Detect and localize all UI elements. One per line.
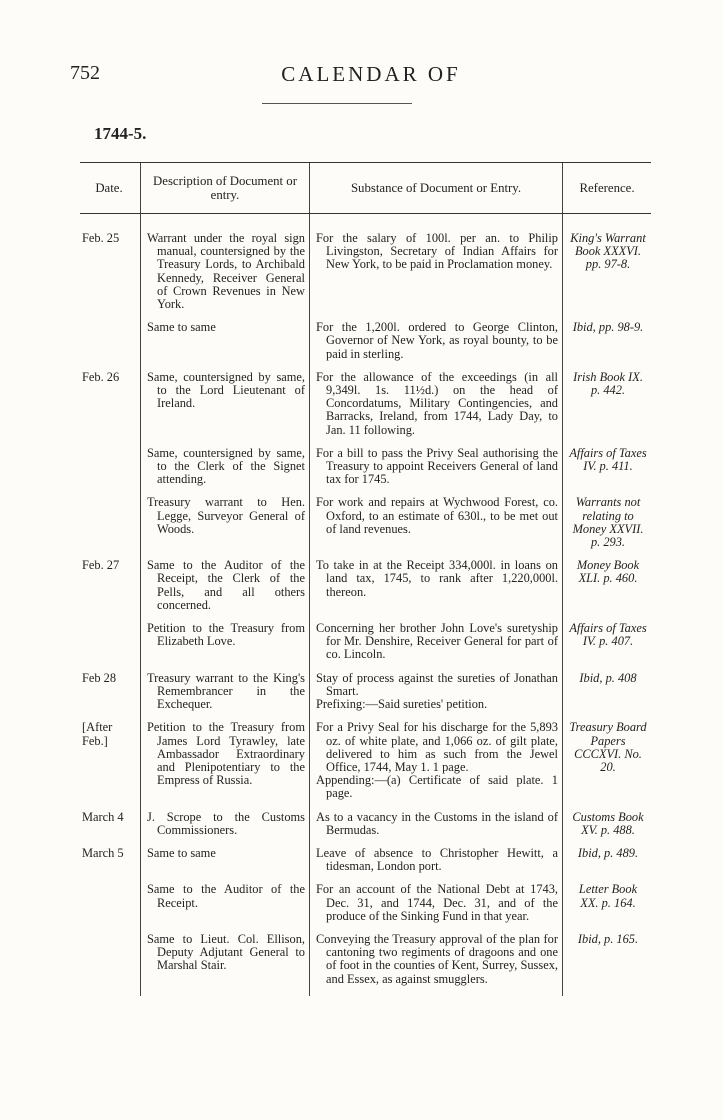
table-row <box>80 214 651 322</box>
row-description-text: Treasury warrant to the King's Remembrancer in the Exchequer. <box>147 670 305 712</box>
row-description-text: Same to same <box>147 845 216 860</box>
row-description <box>141 447 310 497</box>
row-description <box>141 883 310 933</box>
row-substance-text: For the salary of 100l. per an. to Philip Livingston, Secretary of Indian Affairs for New York, to be paid in Proclamation money. <box>316 231 558 272</box>
row-substance-text: For a bill to pass the Privy Seal authorising the Treasury to appoint Receivers General of land tax for 1745. <box>316 445 558 487</box>
row-substance-text: For work and repairs at Wychwood Forest, co. Oxford, to an estimate of 630l., to be met out of land revenues. <box>316 495 558 536</box>
table-row <box>80 496 651 559</box>
table-row <box>80 559 651 622</box>
row-description <box>141 321 310 371</box>
row-reference <box>563 811 652 847</box>
row-substance-text: Conveying the Treasury approval of the plan for cantoning two regiments of dragoons and one of foot in the counties of Kent, Surrey, Sussex, and Essex, as against smugglers. <box>316 931 558 986</box>
row-reference-text: Ibid, p. 489. <box>577 845 639 860</box>
table-row <box>80 672 651 722</box>
header-substance: Substance of Document or Entry. <box>310 163 563 214</box>
row-substance <box>310 811 563 847</box>
row-description-text: Warrant under the royal sign manual, countersigned by the Treasury Lords, to Archibald Kennedy, Receiver General of Crown Revenues in New York. <box>147 231 305 312</box>
table-row <box>80 371 651 447</box>
row-reference-text: Affairs of Taxes IV. p. 407. <box>569 621 647 649</box>
row-date: March 4 <box>82 809 124 824</box>
row-reference-text: Customs Book XV. p. 488. <box>572 809 644 837</box>
table-row <box>80 811 651 847</box>
row-description-text: Same, countersigned by same, to the Lord Lieutenant of Ireland. <box>147 369 305 411</box>
row-reference-text: Affairs of Taxes IV. p. 411. <box>569 445 647 474</box>
row-substance-text: As to a vacancy in the Customs in the island of Bermudas. <box>316 809 558 837</box>
row-reference <box>563 559 652 622</box>
row-reference <box>563 371 652 447</box>
row-date: [After Feb.] <box>82 720 113 748</box>
row-substance-prefixing: Prefixing:—Said sureties' petition. <box>316 697 488 712</box>
row-substance <box>310 559 563 622</box>
row-description <box>141 371 310 447</box>
row-description-text: Same to the Auditor of the Receipt, the Clerk of the Pells, and all others concerned. <box>147 558 305 612</box>
head-rule <box>262 103 412 104</box>
row-date <box>80 622 141 672</box>
row-substance <box>310 321 563 371</box>
row-date <box>80 447 141 497</box>
row-substance-text: Stay of process against the sureties of Jonathan Smart. <box>316 670 558 698</box>
row-description-text: Petition to the Treasury from Elizabeth Love. <box>147 621 305 649</box>
row-reference <box>563 721 652 810</box>
calendar-table <box>80 162 651 996</box>
table-row <box>80 622 651 672</box>
table-row <box>80 447 651 497</box>
row-description-text: Same to the Auditor of the Receipt. <box>147 882 305 910</box>
row-reference <box>563 847 652 883</box>
running-head: CALENDAR OF <box>281 62 461 86</box>
row-date <box>80 883 141 933</box>
row-substance-text: Leave of absence to Christopher Hewitt, a tidesman, London port. <box>316 845 558 874</box>
row-date: March 5 <box>82 845 124 860</box>
row-substance-text: For an account of the National Debt at 1743, Dec. 31, and 1744, Dec. 31, and of the produce of the Sinking Fund in that year. <box>316 882 558 923</box>
row-reference-text: Ibid, p. 408 <box>579 670 637 685</box>
row-reference <box>563 321 652 371</box>
row-substance-text: For the allowance of the exceedings (in all 9,349l. 1s. 11½d.) on the head of Concordatums, Military Contingencies, and Barracks, Ireland, from 1744, Lady Day, to Jan. 11 following. <box>316 369 558 437</box>
row-substance <box>310 214 563 322</box>
row-date <box>80 321 141 371</box>
row-reference <box>563 496 652 559</box>
row-substance <box>310 371 563 447</box>
row-substance-text: Concerning her brother John Love's suretyship for Mr. Denshire, Receiver General for part of co. Lincoln. <box>316 621 558 662</box>
row-description <box>141 622 310 672</box>
row-reference-text: Ibid, p. 165. <box>577 931 639 946</box>
row-description <box>141 214 310 322</box>
row-date: Feb. 27 <box>82 558 120 573</box>
calendar-table-wrap <box>80 162 650 996</box>
row-substance <box>310 496 563 559</box>
row-reference-text: Letter Book XX. p. 164. <box>578 882 638 910</box>
row-reference-text: Warrants not relating to Money XXVII. p. 293. <box>572 495 644 550</box>
table-row <box>80 933 651 996</box>
row-substance <box>310 847 563 883</box>
row-substance-appending: Appending:—(a) Certificate of said plate. 1 page. <box>316 773 558 801</box>
row-description <box>141 496 310 559</box>
header-date: Date. <box>80 163 141 214</box>
row-description <box>141 559 310 622</box>
row-reference-text: King's Warrant Book XXXVI. pp. 97-8. <box>570 231 646 272</box>
row-reference <box>563 214 652 322</box>
row-substance <box>310 622 563 672</box>
year-heading: 1744-5. <box>94 124 147 143</box>
table-header-row <box>80 163 651 214</box>
row-substance-text: For the 1,200l. ordered to George Clinton, Governor of New York, as royal bounty, to be paid in sterling. <box>316 320 558 361</box>
row-substance-text: For a Privy Seal for his discharge for the 5,893 oz. of white plate, and 1,066 oz. of gilt plate, delivered to him as such from the Jewel Office, 1744, May 1. 1 page. <box>316 720 558 774</box>
row-description-text: Same, countersigned by same, to the Clerk of the Signet attending. <box>147 445 305 487</box>
table-row <box>80 321 651 371</box>
row-reference-text: Irish Book IX. p. 442. <box>573 369 643 398</box>
row-date: Feb. 26 <box>82 369 120 384</box>
row-description <box>141 933 310 996</box>
row-description-text: Petition to the Treasury from James Lord Tyrawley, late Ambassador Extraordinary and Plenipotentiary to the Empress of Russia. <box>147 720 305 788</box>
row-description <box>141 811 310 847</box>
row-description-text: Treasury warrant to Hen. Legge, Surveyor General of Woods. <box>147 495 305 536</box>
table-row <box>80 847 651 883</box>
row-description-text: Same to Lieut. Col. Ellison, Deputy Adjutant General to Marshal Stair. <box>147 931 305 973</box>
row-date: Feb 28 <box>82 670 117 685</box>
table-row <box>80 721 651 810</box>
row-reference <box>563 883 652 933</box>
row-substance-text: To take in at the Receipt 334,000l. in loans on land tax, 1745, to rank after 1,220,000l. thereon. <box>316 558 558 599</box>
header-reference: Reference. <box>563 163 652 214</box>
row-substance <box>310 721 563 810</box>
row-reference <box>563 622 652 672</box>
header-description: Description of Document or entry. <box>141 163 310 214</box>
row-substance <box>310 883 563 933</box>
row-reference-text: Treasury Board Papers CCCXVI. No. 20. <box>569 720 647 774</box>
row-substance <box>310 933 563 996</box>
row-reference-text: Ibid, pp. 98-9. <box>572 320 644 335</box>
row-reference <box>563 447 652 497</box>
row-date <box>80 933 141 996</box>
row-date: Feb. 25 <box>82 231 120 245</box>
row-description-text: Same to same <box>147 320 216 335</box>
row-reference <box>563 672 652 722</box>
table-row <box>80 883 651 933</box>
row-description <box>141 672 310 722</box>
row-substance <box>310 447 563 497</box>
row-reference <box>563 933 652 996</box>
row-description <box>141 721 310 810</box>
row-date <box>80 496 141 559</box>
row-description-text: J. Scrope to the Customs Commissioners. <box>147 809 305 837</box>
page-number: 752 <box>70 62 100 84</box>
row-reference-text: Money Book XLI. p. 460. <box>576 558 640 586</box>
row-description <box>141 847 310 883</box>
row-substance <box>310 672 563 722</box>
